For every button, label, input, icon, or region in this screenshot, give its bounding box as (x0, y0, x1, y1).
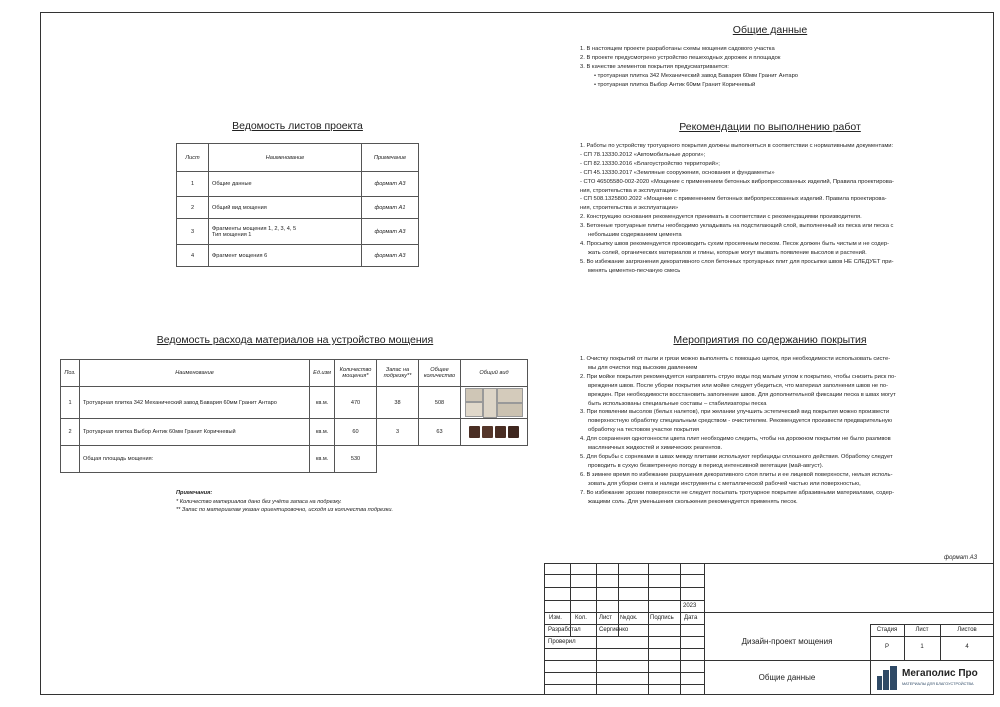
sheet-note: формат А3 (362, 172, 419, 197)
area-empty (61, 446, 80, 473)
maintenance-item: обработку на тестовом участке покрытия (588, 427, 700, 434)
general-item: 1. В настоящем проекте разработаны схемы мощения садового участка (580, 46, 775, 52)
general-item: • тротуарная плитка Выбор Антик 60мм Гранит Коричневый (594, 81, 756, 88)
sheet-name-line: Тип мощения 1 (212, 231, 252, 238)
recommendation-item: - СП 45.13330.2017 «Земляные сооружения, основания и фундаменты» (580, 169, 775, 176)
material-name: Тротуарная плитка Выбор Антик 60мм Гранит Коричневый (80, 419, 310, 446)
material-name: Тротуарная плитка 342 Механический завод Бавария 60мм Гранит Антаро (80, 387, 310, 419)
sheets-table (176, 143, 419, 267)
tile-swatch-icon (465, 388, 523, 416)
sheets-header-note: Примечание (362, 144, 419, 172)
sheet-name (209, 219, 362, 245)
material-unit: кв.м. (310, 419, 335, 446)
sheet-number: 4 (177, 245, 209, 267)
area-label: Общая площадь мощения: (80, 446, 310, 473)
checked-label: Проверил (548, 639, 576, 645)
area-value: 530 (335, 446, 377, 473)
recommendation-item: - СТО 46505580-002-2020 «Мощение с применением бетонных вибропрессованных изделий, Правила проектирова- (580, 178, 894, 185)
materials-header-reserve: Запас на подрезку** (377, 360, 419, 387)
recommendation-item: 5. Во избежание загрязнения декоративного слоя бетонных тротуарных плит для просыпки швов НЕ СЛЕДУЕТ при- (580, 258, 894, 265)
maintenance-item: 1. Очистку покрытий от пыли и грязи можно выполнять с помощью щеток, при необходимости использовать систе- (580, 356, 891, 362)
material-reserve: 38 (377, 387, 419, 419)
maintenance-item: проводить в сухую безветренную погоду в период интенсивной вегетации (май-август). (588, 462, 824, 469)
drawing-frame (40, 12, 994, 695)
recommendation-item: менять цементно-песчаную смесь (588, 267, 681, 274)
table-row (177, 219, 419, 245)
materials-title: Ведомость расхода материалов на устройство мощения (156, 334, 434, 346)
sheet-number: 1 (177, 172, 209, 197)
col-kol: Кол. (575, 615, 587, 621)
sheet-note: формат А3 (362, 245, 419, 267)
table-row (177, 197, 419, 219)
logo-name: Мегаполис Про (902, 668, 978, 679)
maintenance-item: 5. Для борьбы с сорняками в швах между плитами используют гербициды сплошного действия. Обработку следует (580, 453, 893, 460)
sheet-number: 2 (177, 197, 209, 219)
maintenance-item: жащими соль. Для уменьшения скольжения рекомендуется применять песок. (588, 498, 798, 505)
recommendations-list (580, 142, 980, 276)
maintenance-title: Мероприятия по содержанию покрытия (673, 334, 867, 346)
sheets-header-sheet: Лист (177, 144, 209, 172)
notes-title: Примечания: (176, 490, 213, 496)
company-logo (876, 664, 992, 692)
area-unit: кв.м. (310, 446, 335, 473)
maintenance-item: поверхностную обработку специальным средством - очистителем. Рекомендуется произвести предварительную (588, 418, 893, 425)
materials-table (60, 359, 528, 473)
maintenance-item: вреждения швов. После уборки покрытия или мойке следует убедиться, что материал заполнения швов не по- (588, 382, 889, 389)
general-title: Общие данные (732, 24, 808, 36)
sheet-name: Общий вид мощения (209, 197, 362, 219)
maintenance-item: масляничных жидкостей и химических реагентов. (588, 445, 723, 452)
year: 2023 (683, 603, 697, 609)
sheet-name: Фрагмент мощения 6 (209, 245, 362, 267)
material-pos: 1 (61, 387, 80, 419)
col-list: Лист (599, 615, 613, 621)
maintenance-item: 3. При появлении высолов (белых налетов), при желании улучшить эстетический вид покрытия можно произвести (580, 409, 890, 416)
recommendation-item: 2. Конструкцию основания рекомендуется принимать в соответствии с рекомендациями производителя. (580, 214, 862, 221)
material-qty: 60 (335, 419, 377, 446)
table-row (177, 172, 419, 197)
material-reserve: 3 (377, 419, 419, 446)
materials-header-pos: Поз. (61, 360, 80, 387)
developed-name: Сергиенко (599, 627, 629, 633)
recommendations-title: Рекомендации по выполнению работ (679, 121, 861, 133)
recommendation-item: 3. Бетонные тротуарные плиты необходимо укладывать на подстилающий слой, выполненный из песка или песка с (580, 223, 894, 230)
developed-label: Разработал (548, 627, 581, 633)
sheet-name-line: Фрагменты мощения 1, 2, 3, 4, 5 (212, 225, 297, 232)
sheet-note: формат А3 (362, 219, 419, 245)
sheet-note: формат А1 (362, 197, 419, 219)
table-row (61, 419, 528, 446)
materials-header-name: Наименование (80, 360, 310, 387)
general-item: 3. В качестве элементов покрытия предусматривается: (580, 63, 729, 70)
sheets-value: 4 (965, 644, 969, 650)
general-list (580, 45, 980, 90)
material-total: 508 (419, 387, 461, 419)
material-total: 63 (419, 419, 461, 446)
table-row (177, 245, 419, 267)
building-icon (876, 666, 898, 690)
sheet-number: 3 (177, 219, 209, 245)
stage-label: Стадия (876, 627, 898, 633)
recommendation-item: жать солей, органических материалов и глины, которые могут вызвать появление высолов и растений. (588, 249, 867, 256)
general-item: 2. В проекте предусмотрено устройство пешеходных дорожек и площадок (580, 54, 781, 61)
material-qty: 470 (335, 387, 377, 419)
table-row (61, 387, 528, 419)
maintenance-item: 7. Во избежание эрозии поверхности не следует посыпать тротуарное покрытие абразивными материалами, содер- (580, 489, 895, 496)
stage-value: Р (884, 644, 889, 650)
maintenance-item: зовать для уборки снега и наледи инструменты с металлической рабочей частью или поверхностью, (588, 480, 861, 487)
col-date: Дата (684, 615, 698, 621)
table-row (61, 446, 528, 473)
maintenance-item: мы для очистки под высоким давлением (588, 364, 698, 371)
maintenance-item: 2. При мойке покрытия рекомендуется направлять струю воды под малым углом к покрытию, чтобы снизить риск по- (580, 373, 897, 380)
note-line: ** Запас по материалам указан ориентировочно, исходя из количества подрезки. (176, 507, 394, 513)
sheets-label: Листов (957, 627, 977, 633)
materials-header-total: Общее количество (419, 360, 461, 387)
recommendation-item: 1. Работы по устройству тротуарного покрытия должны выполняться в соответствии с нормативными документами: (580, 143, 894, 149)
recommendation-item: небольшим содержанием цемента (588, 232, 682, 239)
materials-header-qty: Количество мощения* (335, 360, 377, 387)
format-label: формат А3 (944, 555, 978, 561)
materials-header-unit: Ед.изм (310, 360, 335, 387)
materials-header-view: Общий вид (461, 360, 528, 387)
sheets-header-name: Наименование (209, 144, 362, 172)
tile-swatch-icon (468, 426, 520, 438)
recommendation-item: ния, строительства и эксплуатации» (580, 187, 679, 194)
maintenance-item: врежден. При необходимости восстановить заполнение швов. Для дополнительной фиксации песка в швах могут (588, 391, 896, 398)
maintenance-list (580, 355, 980, 506)
sheet-label: Лист (915, 627, 929, 633)
sheets-title: Ведомость листов проекта (232, 120, 363, 132)
sheet-name: Общие данные (209, 172, 362, 197)
recommendation-item: - СП 78.13330.2012 «Автомобильные дороги»; (580, 151, 706, 158)
col-doc: №док. (620, 615, 638, 621)
recommendation-item: ния, строительства и эксплуатации» (580, 205, 679, 212)
general-item: • тротуарная плитка 342 Механический завод Бавария 60мм Гранит Антаро (594, 72, 799, 79)
sheet-value: 1 (920, 644, 924, 650)
col-sign: Подпись (650, 615, 674, 621)
logo-tagline: МАТЕРИАЛЫ ДЛЯ БЛАГОУСТРОЙСТВА (902, 682, 974, 686)
sheet-title: Общие данные (758, 673, 816, 682)
project-name: Дизайн-проект мощения (741, 637, 833, 646)
maintenance-item: 4. Для сохранения однотонности цвета плит необходимо следить, чтобы на дорожном покрытии не было разливов (580, 436, 891, 443)
note-line: * Количество материалов дано без учёта запаса на подрезку. (176, 498, 342, 505)
col-izm: Изм. (549, 615, 562, 621)
recommendation-item: - СП 82.13330.2016 «Благоустройство территорий»; (580, 160, 720, 167)
material-unit: кв.м. (310, 387, 335, 419)
maintenance-item: быть использованы специальные составы – стабилизаторы песка (588, 400, 767, 407)
tile-preview-granite (461, 387, 528, 419)
recommendation-item: - СП 508.1325800.2022 «Мощение с применением бетонных вибропрессованных изделий. Правила проектирова- (580, 196, 887, 203)
tile-preview-brown (461, 419, 528, 446)
notes (176, 489, 393, 515)
material-pos: 2 (61, 419, 80, 446)
maintenance-item: 6. В зимнее время по избежание разрушения декоративного слоя плиты и ее лицевой поверхности, нельзя исполь- (580, 471, 893, 478)
recommendation-item: 4. Просыпку швов рекомендуется производить сухим просеянным песком. Песок должен быть чистым и не содер- (580, 240, 890, 247)
